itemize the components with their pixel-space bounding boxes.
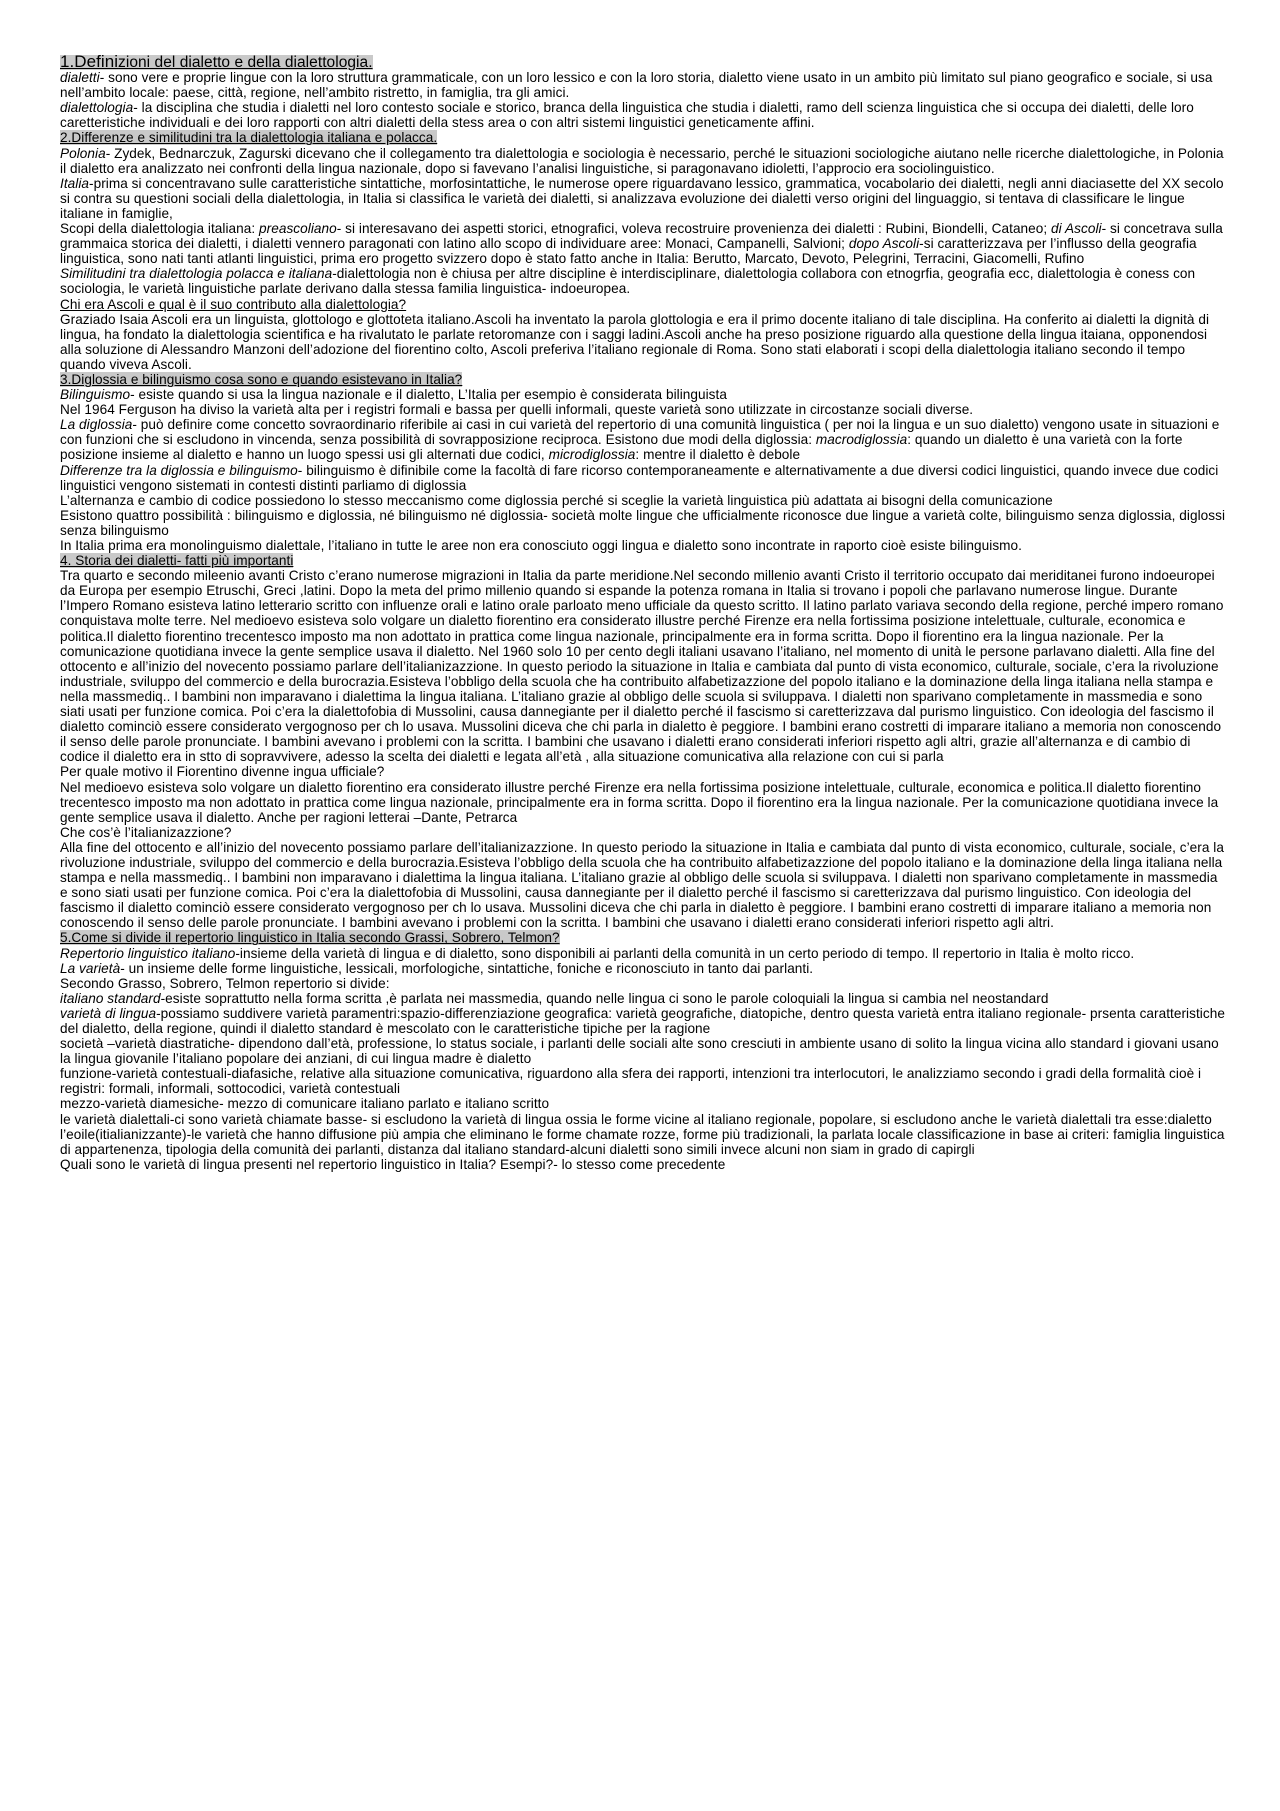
paragraph <box>60 493 1228 508</box>
paragraph <box>60 1036 1228 1066</box>
section-heading <box>60 553 1228 568</box>
text-run: 3.Diglossia e bilinguismo cosa sono e quando esistevano in Italia? <box>60 371 463 387</box>
paragraph <box>60 840 1228 931</box>
italic-term: Italia <box>60 175 90 191</box>
italic-term: preascoliano <box>259 221 337 237</box>
italic-term: La diglossia <box>60 417 133 433</box>
italic-term: varietà di lingua <box>60 1005 157 1021</box>
text-run: -insieme della varietà di lingua e di dialetto, sono disponibili ai parlanti della comunità in un certo periodo di tempo. Il repertorio in Italia è molto ricco. <box>235 945 1135 961</box>
text-run: 1.Defini <box>60 52 119 71</box>
italic-term: Repertorio linguistico italiano <box>60 945 236 961</box>
section-heading-highlight <box>60 372 462 387</box>
text-run: - si concetrava sulla grammaica storica dei dialetti, i dialetti vennero paragonati con latino allo scopo di individuare aree: Monaci, Campanelli, Salvioni; <box>60 221 1223 252</box>
paragraph <box>60 387 1228 402</box>
paragraph <box>60 825 1228 840</box>
text-run: : quando un dialetto è una varietà con la forte posizione insieme al dialetto e hanno un luogo spessi usi gli alternati due codici, <box>60 432 1183 463</box>
paragraph <box>60 780 1228 825</box>
paragraph <box>60 176 1228 221</box>
text-run: - può definire come concetto sovraordinario riferibile ai casi in cui varietà del repertorio di una comunità linguistica ( per noi la lingua e un suo dialetto) vengono usate in situazioni e con funzioni che si escludono in vincenda, senza possibilità di sovrapposizione reciproca. Esistono due modi della diglossia: <box>60 417 1220 448</box>
paragraph <box>60 946 1228 961</box>
section-heading <box>60 930 1228 945</box>
text-run: - un insieme delle forme linguistiche, lessicali, morfologiche, sintattiche, foniche e riconosciuto in tanto dai parlanti. <box>120 960 814 976</box>
paragraph <box>60 1066 1228 1096</box>
italic-term: macrodiglossia <box>815 432 908 448</box>
text-run: Quali sono le varietà di lingua presenti nel repertorio linguistico in Italia? Esempi?- lo stesso come precedente <box>60 1156 726 1172</box>
paragraph <box>60 100 1228 130</box>
italic-term: La varietà <box>60 960 121 976</box>
text-run: Secondo Grasso, Sobrero, Telmon repertorio si divide: <box>60 975 390 991</box>
italic-term: di Ascoli <box>1051 221 1102 237</box>
text-run: - sono vere e proprie lingue con la loro struttura grammaticale, con un loro lessico e con la loro storia, dialetto viene usato in un ambito più limitato sul piano geografico e sociale, si usa nell’ambito locale: paese, città, regione, nell’ambito ristretto, in famiglia, tra gli amici. <box>60 70 1213 101</box>
paragraph <box>60 568 1228 764</box>
text-run: Scopi della dialettologia italiana: <box>60 221 260 237</box>
section-heading <box>60 130 1228 145</box>
italic-term: dopo Ascoli <box>848 236 920 252</box>
text-run: 2.Differenze e similitudini tra la dialettologia italiana e polacca. <box>60 130 438 146</box>
text-run: zioni del dialetto e della dialettologia. <box>118 54 373 71</box>
text-run: Che cos’è l’italianizazzione? <box>60 824 232 840</box>
section-heading-highlight <box>60 553 293 568</box>
text-run: Tra quarto e secondo mileenio avanti Cristo c’erano numerose migrazioni in Italia da parte meridione.Nel secondo millenio avanti Cristo il territorio occupato dai meriditanei furono indoeuropei da Europa per esempio Etruschi, Greci ,latini. Dopo la meta del primo millenio quando si espande la potenza romana in Italia si trovano i popoli che parlavano numerose lingue. Durante l’Impero Romano esisteva latino letterario scritto con influenze orali e latino orale parloato meno ufficiale da questo scritto. Il latino parlato variava secondo della regione, perché impero romano conquistava molte terre. Nel medioevo esisteva solo volgare un dialetto fiorentino era considerato illustre perché Firenze era nella fortissima posizione intelettuale, culturale, economica e politica.Il dialetto fiorentino trecentesco imposto ma non adottato in prattica come lingua nazionale, principalmente era in forma scritta. Dopo il fiorentino era la lingua nazionale. Per la comunicazione quotidiana invece la gente semplice usava il dialetto. Nel 1960 solo 10 per cento degli italiani usavano l’italiano, nel momento di unità le persone parlavano dialetti. Alla fine del ottocento e all’inizio del novecento possiamo parlare dell’italianizazzione. In questo periodo la situazione in Italia e cambiata dal punto di vista economico, culturale, sociale, c’era la rivoluzione industriale, sviluppo del commercio e della burocrazia.Esisteva l’obbligo della scuola che ha contribuito alfabetizazzione del popolo italiano e la dominazione della linga italiana nella stampa e nella massmediq.. I bambini non imparavano i dialettima la lingua italiana. L’italiano grazie al obbligo delle scuola si sviluppava. I dialetti non sparivano completamente in massmedia e sono siati usati per funzione comica. Poi c’era la dialettofobia di Mussolini, causa dannegiante per il dialetto perché il fascismo si caretterizzava dal purismo linguistico. Con ideologia del fascismo il dialetto cominciò essere considerato vergognoso per ch lo usava. Mussolini diceva che chi parla in dialetto è peggiore. I bambini erano costretti di imparare italiano a memoria non conoscendo il senso delle parole pronunciate. I bambini avevano i problemi con la scritta. I bambini che usavano i dialetti erano considerati inferiori rispetto agli altri, grazie all’alternanza e di cambio di codice il dialetto era in stto di sopravvivere, adesso la scelta dei dialetti e legata all’età , alla situazione comunicativa alla relazione con cui si parla <box>60 568 1224 765</box>
paragraph <box>60 402 1228 417</box>
paragraph <box>60 764 1228 779</box>
text-run: In Italia prima era monolinguismo dialettale, l’italiano in tutte le aree non era conosciuto oggi lingua e dialetto sono incontrate in raporto cioè esiste bilinguismo. <box>60 538 1022 553</box>
paragraph <box>60 417 1228 462</box>
text-run: 4. Storia dei dialetti- fatti più importanti <box>60 553 294 569</box>
paragraph <box>60 1157 1228 1172</box>
italic-term: Polonia <box>60 145 106 161</box>
text-run: -si caratterizzava per l’influsso della geografia linguistica, sono nati tanti atlanti linguistici, prima ero progetto svizzero dopo è stato fatto anche in Italia: Berutto, Marcato, Devoto, Pelegrini, Terracini, Giacomelli, Rufino <box>60 236 1197 267</box>
paragraph <box>60 1096 1228 1111</box>
text-run: Chi era Ascoli e qual è il suo contributo alla dialettologia? <box>60 296 407 312</box>
text-run: Per quale motivo il Fiorentino divenne ingua ufficiale? <box>60 764 385 780</box>
italic-term: microdiglossia <box>548 447 636 463</box>
text-run: 5.Come si divide il repertorio linguistico in Italia secondo Grassi, Sobrero, Telmon? <box>60 930 560 946</box>
paragraph <box>60 1112 1228 1157</box>
italic-term: Bilinguismo <box>60 387 131 403</box>
text-run: -esiste soprattutto nella forma scritta ,è parlata nei massmedia, quando nelle lingua ci sono le parole coloquiali la lingua si cambia nel neostandard <box>160 990 1049 1006</box>
text-run: funzione-varietà contestuali-diafasiche, relative alla situazione comunicativa, riguardono alla sfera dei rapporti, intenzioni tra interlocutori, le analizziamo secondo i gradi della formalità cioè i registri: formali, informali, sottocodici, varietà contestuali <box>60 1066 1202 1097</box>
section-heading-highlight <box>60 930 560 945</box>
text-run: Graziado Isaia Ascoli era un linguista, glottologo e glottoteta italiano.Ascoli ha inventato la parola glottologia e era il primo docente italiano di tale disciplina. Ha conferito ai dialetti la dignità di lingua, ha fondato la dialettologia scientifica e ha rivalutato le parlate retoromanze con i saggi ladini.Ascoli anche ha preso posizione riguardo alla questione della lingua itaiana, opponendosi alla soluzione di Alessandro Manzoni dell’adozione del fiorentino colto, Ascoli preferiva l’italiano regionale di Roma. Sono stati elaborati i scopi della dialettologia italiano secondo il tempo quando viveva Ascoli. <box>60 311 1210 372</box>
paragraph <box>60 221 1228 266</box>
italic-term: dialetti <box>60 70 100 86</box>
italic-term: italiano standard <box>60 990 161 1006</box>
text-run: : mentre il dialetto è debole <box>635 447 801 463</box>
document-page <box>60 54 1228 1172</box>
text-run: - esiste quando si usa la lingua nazionale e il dialetto, L’Italia per esempio è considerata bilinguista <box>130 387 727 403</box>
text-run: Nel 1964 Ferguson ha diviso la varietà alta per i registri formali e bassa per quelli informali, queste varietà sono utilizzate in circostanze sociali diverse. <box>60 402 974 418</box>
paragraph <box>60 961 1228 976</box>
italic-term: Differenze tra la diglossia e bilinguismo <box>60 462 298 478</box>
section-heading <box>60 372 1228 387</box>
section-heading <box>60 54 1228 70</box>
italic-term: dialettologia <box>60 100 134 116</box>
section-heading-highlight <box>60 52 373 71</box>
text-run: società –varietà diastratiche- dipendono dall’età, professione, lo status sociale, i parlanti delle sociali alte sono cresciuti in ambiente usano di solito la lingua vicina allo standard i giovani usano la lingua giovanile l’italiano popolare dei anziani, di cui lingua madre è dialetto <box>60 1036 1219 1067</box>
paragraph <box>60 312 1228 372</box>
paragraph <box>60 297 1228 312</box>
paragraph <box>60 266 1228 296</box>
text-run: mezzo-varietà diamesiche- mezzo di comunicare italiano parlato e italiano scritto <box>60 1096 550 1112</box>
text-run: - si interesavano dei aspetti storici, etnografici, voleva recostruire provenienza dei dialetti : Rubini, Biondelli, Cataneo; <box>336 221 1052 237</box>
text-run: -prima si concentravano sulle caratteristiche sintattiche, morfosintattiche, le numerose opere riguardavano lessico, grammatica, vocabolario dei dialetti, negli anni diaciasette del XX secolo si contra su questioni sociali della dialettologia, in Italia si classifica le varietà dei dialetti, si analizzava evoluzione dei dialetti verso origini del linguaggio, si tentava di classificare le lingue italiane in famiglie, <box>60 175 1224 221</box>
text-run: Alla fine del ottocento e all’inizio del novecento possiamo parlare dell’italianizazzione. In questo periodo la situazione in Italia e cambiata dal punto di vista economico, culturale, sociale, c’era la rivoluzione industriale, sviluppo del commercio e della burocrazia.Esisteva l’obbligo della scuola che ha contribuito alfabetizazzione del popolo italiano e la dominazione della linga italiana nella stampa e nella massmediq.. I bambini non imparavano i dialettima la lingua italiana. L’italiano grazie al obbligo delle scuola si sviluppava. I dialetti non sparivano completamente in massmedia e sono siati usati per funzione comica. Poi c’era la dialettofobia di Mussolini, causa dannegiante per il dialetto perché il fascismo si caretterizzava dal purismo linguistico. Con ideologia del fascismo il dialetto cominciò essere considerato vergognoso per ch lo usava. Mussolini diceva che chi parla in dialetto è peggiore. I bambini erano costretti di imparare italiano a memoria non conoscendo il senso delle parole pronunciate. I bambini avevano i problemi con la scritta. I bambini che usavano i dialetti erano considerati inferiori rispetto agli altri. <box>60 839 1224 931</box>
text-run: -dialettologia non è chiusa per altre discipline è interdisciplinare, dialettologia collabora con etnogrfia, geografia ecc, dialettologia è coness con sociologia, le varietà linguistiche parlate derivano dalla stessa familia linguistica- indoeuropea. <box>60 266 1196 297</box>
paragraph <box>60 976 1228 991</box>
italic-term: Similitudini tra dialettologia polacca e italiana <box>60 266 333 282</box>
text-run: Esistono quattro possibilità : bilinguismo e diglossia, né bilinguismo né diglossia- società molte lingue che ufficialmente riconosce due lingue a varietà colte, bilinguismo senza diglossia, diglossi senza bilinguismo <box>60 507 1226 538</box>
text-run: - Zydek, Bednarczuk, Zagurski dicevano che il collegamento tra dialettologia e sociologia è necessario, perché le situazioni sociologiche aiutano nelle ricerche dialettologiche, in Polonia il dialetto era analizzato nei confronti della lingua nazionale, dopo si favevano l’analisi linguistiche, si paragonavano idioletti, l’approcio era sociolinguistico. <box>60 145 1224 176</box>
section-heading-highlight <box>60 130 437 145</box>
paragraph <box>60 70 1228 100</box>
paragraph <box>60 463 1228 493</box>
paragraph <box>60 146 1228 176</box>
text-run: Nel medioevo esisteva solo volgare un dialetto fiorentino era considerato illustre perché Firenze era nella fortissima posizione intelettuale, culturale, economica e politica.Il dialetto fiorentino trecentesco imposto ma non adottato in prattica come lingua nazionale, principalmente era in forma scritta. Dopo il fiorentino era la lingua nazionale. Per la comunicazione quotidiana invece la gente semplice usava il dialetto. Anche per ragioni letterai –Dante, Petrarca <box>60 779 1219 825</box>
paragraph <box>60 1006 1228 1036</box>
text-run: L’alternanza e cambio di codice possiedono lo stesso meccanismo come diglossia perché si sceglie la varietà linguistica più adattata ai bisogni della comunicazione <box>60 492 1053 508</box>
paragraph <box>60 508 1228 538</box>
text-run: -possiamo suddivere varietà paramentri:spazio-differenziazione geografica: varietà geografiche, diatopiche, dentro questa varietà entra italiano regionale- prsenta caratteristiche del dialetto, della regione, quindi il dialetto standard è mescolato con le caratteristiche tipiche per la ragione <box>60 1005 1225 1036</box>
paragraph <box>60 991 1228 1006</box>
text-run: - la disciplina che studia i dialetti nel loro contesto sociale e storico, branca della linguistica che studia i dialetti, ramo dell scienza linguistica che si occupa dei dialetti, delle loro caretteristiche individuali e dei loro rapporti con altri dialetti della stess area o con altri sistemi linguistici geneticamente affini. <box>60 100 1194 131</box>
text-run: - bilinguismo è difinibile come la facoltà di fare ricorso contemporaneamente e alternativamente a due diversi codici linguistici, quando invece due codici linguistici vengono sistemati in contesti distinti parliamo di diglossia <box>60 462 1219 493</box>
paragraph <box>60 538 1228 553</box>
text-run: le varietà dialettali-ci sono varietà chiamate basse- si escludono la varietà di lingua ossia le forme vicine al italiano regionale, popolare, si escludono anche le varietà dialettali tra esse:dialetto l’eoile(itialianizzante)-le varietà che hanno diffusione più ampia che eliminano le forme chamate rozze, forme più tradizionali, la parlata locale classificazione in base ai criteri: famiglia linguistica di appartenenza, tipologia della comunità dei parlanti, distanza dal italiano standard-alcuni dialetti sono simili invece alcuni non siam in grado di capirgli <box>60 1111 1225 1157</box>
